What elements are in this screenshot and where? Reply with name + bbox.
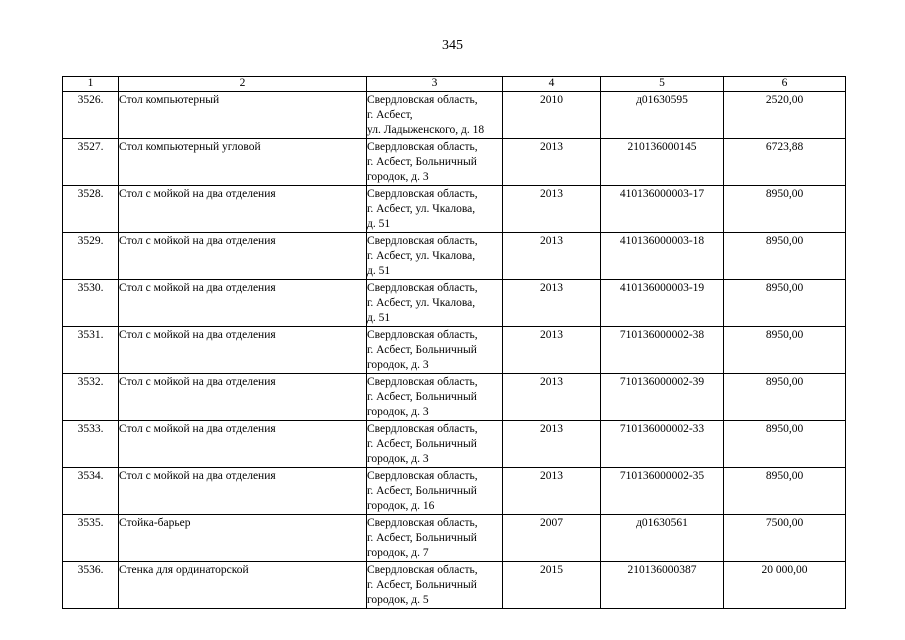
table-header-row (63, 77, 846, 92)
item-address (367, 327, 503, 374)
item-name: Стол с мойкой на два отделения (119, 233, 367, 280)
address-line: Свердловская область, (367, 235, 478, 247)
item-name: Стол с мойкой на два отделения (119, 186, 367, 233)
item-inventory-number: д01630561 (601, 515, 724, 562)
table-row (63, 421, 846, 468)
item-inventory-number: 210136000145 (601, 139, 724, 186)
item-address (367, 233, 503, 280)
address-line: г. Асбест, Больничный (367, 579, 477, 591)
address-line: Свердловская область, (367, 94, 478, 106)
table-row (63, 468, 846, 515)
row-number: 3532. (63, 374, 119, 421)
row-number: 3533. (63, 421, 119, 468)
item-inventory-number: 710136000002-39 (601, 374, 724, 421)
item-inventory-number: 710136000002-35 (601, 468, 724, 515)
item-cost: 8950,00 (724, 421, 846, 468)
address-line: г. Асбест, Больничный (367, 391, 477, 403)
address-line: Свердловская область, (367, 188, 478, 200)
item-name: Стол с мойкой на два отделения (119, 374, 367, 421)
address-line: Свердловская область, (367, 376, 478, 388)
table-row (63, 233, 846, 280)
item-inventory-number: 410136000003-19 (601, 280, 724, 327)
item-inventory-number: 410136000003-18 (601, 233, 724, 280)
item-cost: 8950,00 (724, 280, 846, 327)
table-row (63, 374, 846, 421)
item-cost: 6723,88 (724, 139, 846, 186)
column-header-2: 2 (119, 77, 367, 92)
address-line: д. 51 (367, 218, 391, 230)
property-table (62, 76, 846, 609)
address-line: городок, д. 3 (367, 359, 429, 371)
item-name: Стол с мойкой на два отделения (119, 468, 367, 515)
address-line: Свердловская область, (367, 329, 478, 341)
item-address (367, 374, 503, 421)
item-address (367, 92, 503, 139)
table-row (63, 139, 846, 186)
address-line: г. Асбест, ул. Чкалова, (367, 297, 476, 309)
address-line: ул. Ладыженского, д. 18 (367, 124, 485, 136)
item-address (367, 468, 503, 515)
address-line: Свердловская область, (367, 564, 478, 576)
address-line: г. Асбест, Больничный (367, 344, 477, 356)
item-name: Стол с мойкой на два отделения (119, 421, 367, 468)
item-address (367, 139, 503, 186)
item-name: Стойка-барьер (119, 515, 367, 562)
table-row (63, 562, 846, 609)
item-year: 2013 (503, 233, 601, 280)
item-inventory-number: 410136000003-17 (601, 186, 724, 233)
address-line: г. Асбест, Больничный (367, 532, 477, 544)
column-header-1: 1 (63, 77, 119, 92)
column-header-5: 5 (601, 77, 724, 92)
table-body (63, 92, 846, 609)
row-number: 3526. (63, 92, 119, 139)
table-row (63, 327, 846, 374)
item-cost: 7500,00 (724, 515, 846, 562)
table-row (63, 515, 846, 562)
item-year: 2013 (503, 468, 601, 515)
row-number: 3531. (63, 327, 119, 374)
item-year: 2010 (503, 92, 601, 139)
table-row (63, 186, 846, 233)
item-inventory-number: 710136000002-38 (601, 327, 724, 374)
address-line: д. 51 (367, 312, 391, 324)
item-name: Стенка для ординаторской (119, 562, 367, 609)
item-cost: 20 000,00 (724, 562, 846, 609)
row-number: 3530. (63, 280, 119, 327)
item-inventory-number: д01630595 (601, 92, 724, 139)
address-line: г. Асбест, (367, 109, 413, 121)
address-line: городок, д. 5 (367, 594, 429, 606)
address-line: Свердловская область, (367, 517, 478, 529)
item-cost: 2520,00 (724, 92, 846, 139)
row-number: 3536. (63, 562, 119, 609)
address-line: д. 51 (367, 265, 391, 277)
item-year: 2007 (503, 515, 601, 562)
row-number: 3535. (63, 515, 119, 562)
item-address (367, 515, 503, 562)
item-name: Стол с мойкой на два отделения (119, 280, 367, 327)
item-cost: 8950,00 (724, 327, 846, 374)
item-name: Стол с мойкой на два отделения (119, 327, 367, 374)
page-number: 345 (442, 38, 463, 53)
item-address (367, 562, 503, 609)
address-line: городок, д. 3 (367, 406, 429, 418)
item-year: 2013 (503, 421, 601, 468)
item-address (367, 186, 503, 233)
item-year: 2013 (503, 327, 601, 374)
row-number: 3529. (63, 233, 119, 280)
address-line: г. Асбест, ул. Чкалова, (367, 250, 476, 262)
address-line: Свердловская область, (367, 141, 478, 153)
item-address (367, 421, 503, 468)
address-line: г. Асбест, Больничный (367, 156, 477, 168)
item-cost: 8950,00 (724, 186, 846, 233)
column-header-3: 3 (367, 77, 503, 92)
address-line: городок, д. 7 (367, 547, 429, 559)
address-line: г. Асбест, Больничный (367, 485, 477, 497)
address-line: г. Асбест, ул. Чкалова, (367, 203, 476, 215)
column-header-4: 4 (503, 77, 601, 92)
item-year: 2013 (503, 186, 601, 233)
row-number: 3534. (63, 468, 119, 515)
table-row (63, 92, 846, 139)
address-line: городок, д. 3 (367, 171, 429, 183)
item-cost: 8950,00 (724, 374, 846, 421)
item-name: Стол компьютерный угловой (119, 139, 367, 186)
address-line: Свердловская область, (367, 423, 478, 435)
item-name: Стол компьютерный (119, 92, 367, 139)
column-header-6: 6 (724, 77, 846, 92)
item-cost: 8950,00 (724, 468, 846, 515)
address-line: городок, д. 3 (367, 453, 429, 465)
address-line: г. Асбест, Больничный (367, 438, 477, 450)
row-number: 3528. (63, 186, 119, 233)
item-cost: 8950,00 (724, 233, 846, 280)
item-year: 2015 (503, 562, 601, 609)
item-address (367, 280, 503, 327)
item-inventory-number: 710136000002-33 (601, 421, 724, 468)
address-line: городок, д. 16 (367, 500, 435, 512)
item-year: 2013 (503, 374, 601, 421)
item-year: 2013 (503, 139, 601, 186)
address-line: Свердловская область, (367, 282, 478, 294)
address-line: Свердловская область, (367, 470, 478, 482)
item-year: 2013 (503, 280, 601, 327)
row-number: 3527. (63, 139, 119, 186)
item-inventory-number: 210136000387 (601, 562, 724, 609)
table-row (63, 280, 846, 327)
